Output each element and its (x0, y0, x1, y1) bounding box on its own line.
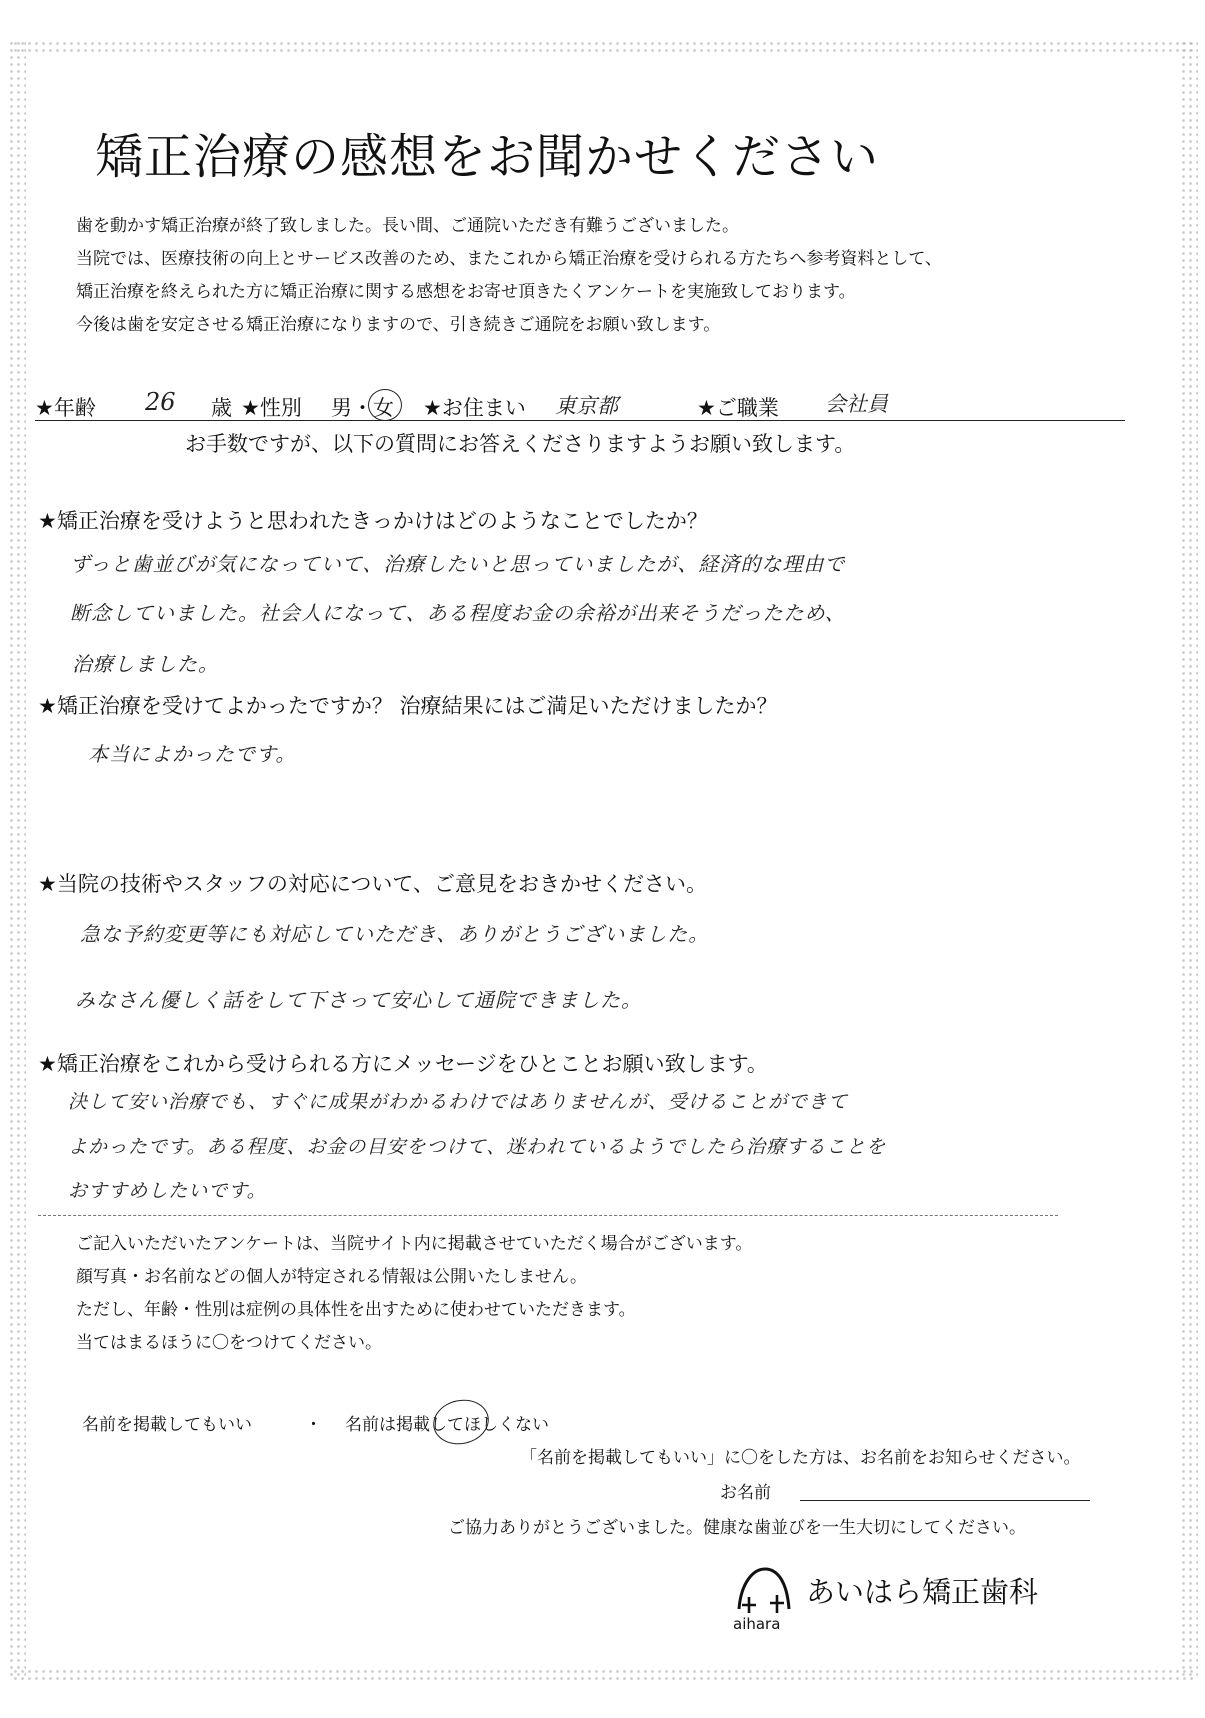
age-label: ★年齢 (35, 396, 96, 420)
answer-4-line[interactable]: 決して安い治療でも、すぐに成果がわかるわけではありませんが、受けることができて (68, 1091, 849, 1113)
intro-line: 歯を動かす矯正治療が終了致しました。長い間、ご通院いただき有難うございました。 (76, 216, 739, 236)
consent-option-no[interactable]: 名前は掲載してほしくない (345, 1415, 549, 1435)
question-1: ★矯正治療を受けようと思われたきっかけはどのようなことでしたか？ (38, 509, 708, 533)
profile-underline (35, 420, 1125, 421)
intro-line: 当院では、医療技術の向上とサービス改善のため、またこれから矯正治療を受けられる方たちへ参考資料として、 (76, 249, 942, 269)
consent-separator: ・ (305, 1415, 322, 1435)
notice-line: ただし、年齢・性別は症例の具体性を出すために使わせていただきます。 (76, 1300, 636, 1320)
occupation-label: ★ご職業 (697, 396, 779, 420)
occupation-value[interactable]: 会社員 (825, 392, 888, 416)
answer-1-line[interactable]: ずっと歯並びが気になっていて、治療したいと思っていましたが、経済的な理由で (70, 552, 846, 576)
answer-2-line[interactable]: 本当によかったです。 (88, 742, 297, 766)
section-divider (38, 1215, 1058, 1216)
instruction-text: お手数ですが、以下の質問にお答えくださりますようお願い致します。 (185, 432, 856, 456)
gender-selected-circle (368, 389, 402, 421)
clinic-name: あいはら矯正歯科 (806, 1575, 1039, 1609)
page-border-left (8, 40, 26, 1680)
notice-line: 顔写真・お名前などの個人が特定される情報は公開いたしません。 (76, 1267, 588, 1287)
age-unit: 歳 (211, 396, 232, 420)
intro-line: 今後は歯を安定させる矯正治療になりますので、引き続きご通院をお願い致します。 (76, 315, 721, 335)
question-3: ★当院の技術やスタッフの対応について、ご意見をおきかせください。 (38, 872, 707, 896)
question-4: ★矯正治療をこれから受けられる方にメッセージをひとことお願い致します。 (38, 1052, 768, 1076)
answer-4-line[interactable]: よかったです。ある程度、お金の目安をつけて、迷われているようでしたら治療することを (68, 1136, 887, 1158)
residence-value[interactable]: 東京都 (555, 394, 618, 418)
answer-3-line[interactable]: みなさん優しく話をして下さって安心して通院できました。 (75, 988, 642, 1012)
consent-option-yes[interactable]: 名前を掲載してもいい (82, 1415, 252, 1435)
answer-3-line[interactable]: 急な予約変更等にも対応していただき、ありがとうございました。 (80, 922, 710, 946)
intro-paragraph (76, 210, 942, 342)
notice-line: 当てはまるほうに〇をつけてください。 (76, 1333, 382, 1353)
gender-label: ★性別 (241, 396, 302, 420)
notice-line: ご記入いただいたアンケートは、当院サイト内に掲載させていただく場合がございます。 (76, 1234, 753, 1254)
name-label: お名前 (720, 1483, 771, 1503)
page-border-top (12, 40, 1193, 56)
answer-1-line[interactable]: 治療しました。 (72, 652, 219, 676)
age-value[interactable]: 26 (145, 388, 176, 416)
thanks-message: ご協力ありがとうございました。健康な歯並びを一生大切にしてください。 (448, 1518, 1026, 1538)
consent-note: 「名前を掲載してもいい」に〇をした方は、お名前をお知らせください。 (520, 1448, 1081, 1468)
logo-latin-text: aihara (733, 1615, 781, 1633)
consent-selected-circle (429, 1395, 493, 1450)
answer-1-line[interactable]: 断念していました。社会人になって、ある程度お金の余裕が出来そうだったため、 (70, 601, 846, 625)
page-border-bottom (12, 1668, 1193, 1684)
notice-paragraph (76, 1228, 752, 1360)
name-field[interactable] (800, 1500, 1090, 1501)
aihara-logo-icon (735, 1565, 793, 1615)
question-2: ★矯正治療を受けてよかったですか？ 治療結果にはご満足いただけましたか？ (38, 694, 778, 718)
page-title: 矯正治療の感想をお聞かせください (95, 129, 880, 185)
residence-label: ★お住まい (423, 396, 526, 420)
page-border-right (1180, 40, 1198, 1680)
gender-options[interactable]: 男・女 (331, 396, 394, 420)
intro-line: 矯正治療を終えられた方に矯正治療に関する感想をお寄せ頂きたくアンケートを実施致しております。 (76, 282, 856, 302)
answer-4-line[interactable]: おすすめしたいです。 (68, 1180, 267, 1202)
